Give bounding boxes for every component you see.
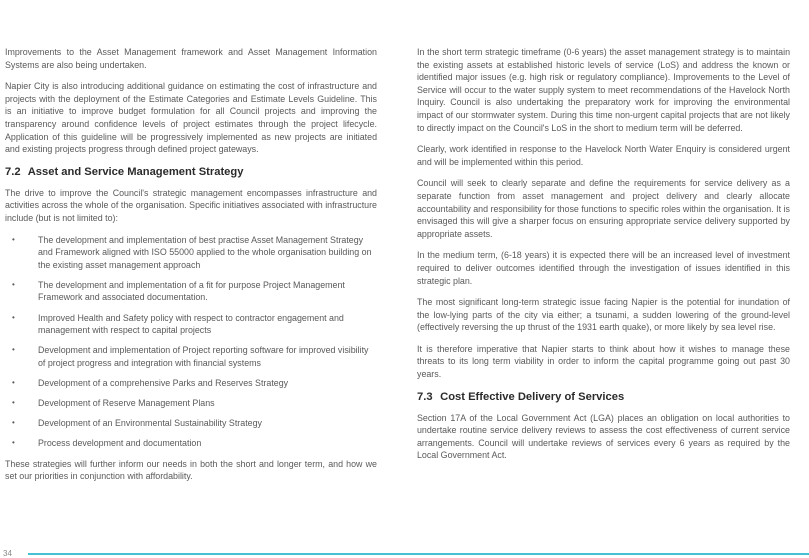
list-item xyxy=(5,417,377,430)
footer-rule xyxy=(28,553,809,555)
paragraph: Council will seek to clearly separate and define the requirements for service delivery as a separate function from asset management and project delivery and clearly allocate accountability and responsibility for those functions to specific roles within the organisation. It is envisaged this will give a sharper focus on ensuring appropriate service delivery supported by appropriate assets. xyxy=(417,178,790,239)
paragraph: It is therefore imperative that Napier starts to think about how it wishes to manage these threats to its long term viability in order to inform the capital programme going out past 30 years. xyxy=(417,343,790,380)
bullet-icon: • xyxy=(12,279,15,289)
list-item xyxy=(5,234,377,272)
list-item-text: Development of Reserve Management Plans xyxy=(38,397,215,408)
list-item xyxy=(5,397,377,410)
paragraph: Clearly, work identified in response to the Havelock North Water Enquiry is considered urgent and will be implemented within this period. xyxy=(417,144,790,167)
list-item-text: Development of a comprehensive Parks and Reserves Strategy xyxy=(38,377,289,388)
list-item-text: Development and implementation of Project reporting software for improved visibility of project progress and integration with financial systems xyxy=(38,345,369,368)
paragraph: Improvements to the Asset Management framework and Asset Management Information Systems are also being undertaken. xyxy=(5,47,377,70)
page-number: 34 xyxy=(3,549,12,558)
initiatives-list xyxy=(5,234,377,450)
section-heading-7-3 xyxy=(417,390,790,404)
paragraph: The most significant long-term strategic issue facing Napier is the potential for inundation of the low-lying parts of the city via either; a tsunami, a sudden lowering of the ground-level (effectively reversing the up thrust of the 1931 earth quake), or more likely by sea level rise. xyxy=(417,297,790,333)
list-item-text: Improved Health and Safety policy with respect to contractor engagement and management with respect to capital projects xyxy=(38,312,344,336)
list-item-text: The development and implementation of a fit for purpose Project Management Framework and associated documentation. xyxy=(38,279,345,303)
section-number: 7.3 xyxy=(417,390,433,403)
bullet-icon: • xyxy=(12,312,15,322)
right-column xyxy=(417,46,790,471)
paragraph: These strategies will further inform our needs in both the short and longer term, and how we set our priorities in conjunction with affordability. xyxy=(5,458,377,482)
bullet-icon: • xyxy=(12,377,15,387)
list-item-text: Process development and documentation xyxy=(38,438,202,449)
section-heading-7-2 xyxy=(5,165,377,179)
paragraph: Section 17A of the Local Government Act (LGA) places an obligation on local authorities to undertake routine service delivery reviews to assess the cost effectiveness of current service arrangements. Council will undertake reviews of services every 6 years as required by the Local Government Act. xyxy=(417,412,790,461)
list-item xyxy=(5,377,377,390)
list-item-text: The development and implementation of best practise Asset Management Strategy and Framework aligned with ISO 55000 applied to the whole organisation building on the existing asset management approach xyxy=(38,234,372,270)
section-title: Cost Effective Delivery of Services xyxy=(440,390,625,403)
bullet-icon: • xyxy=(12,418,15,428)
left-column xyxy=(5,46,377,492)
paragraph: The drive to improve the Council's strategic management encompasses infrastructure and activities across the whole of the organisation. Specific initiatives associated with infrastructure include (but is not limited to): xyxy=(5,187,377,223)
list-item xyxy=(5,312,377,337)
list-item xyxy=(5,437,377,450)
list-item-text: Development of an Environmental Sustainability Strategy xyxy=(38,418,262,429)
section-title: Asset and Service Management Strategy xyxy=(27,165,244,178)
bullet-icon: • xyxy=(12,234,15,244)
list-item xyxy=(5,344,377,369)
bullet-icon: • xyxy=(12,397,15,407)
list-item xyxy=(5,279,377,304)
paragraph: In the short term strategic timeframe (0-6 years) the asset management strategy is to maintain the existing assets at established historic levels of service (LoS) and address the known or identified major issues (e.g. high risk or regulatory compliance). Improvements to the Level of Service will occur to the water supply system to meet recommendations of the Havelock North Inquiry. Council is also undertaking the preparatory work for improving the environmental impact of our stormwater system. During this time non-urgent capital projects that are not likely to directly impact on the Council's LoS in the short to medium term will be deferred. xyxy=(417,47,790,133)
paragraph: In the medium term, (6-18 years) it is expected there will be an increased level of investment required to deliver outcomes identified through the investigation of issues identified in this strategic plan. xyxy=(417,250,790,286)
bullet-icon: • xyxy=(12,438,15,448)
section-number: 7.2 xyxy=(5,165,21,178)
bullet-icon: • xyxy=(12,345,15,355)
paragraph: Napier City is also introducing additional guidance on estimating the cost of infrastructure and projects with the deployment of the Estimate Categories and Estimate Levels Guideline. This is an initiative to improve budget formulation for all Council projects and improving the transparency around confidence levels of project estimates through the project lifecycle. Application of this guideline will be progressively implemented as new projects are initiated and existing projects progress through defined project gateways. xyxy=(5,81,377,155)
